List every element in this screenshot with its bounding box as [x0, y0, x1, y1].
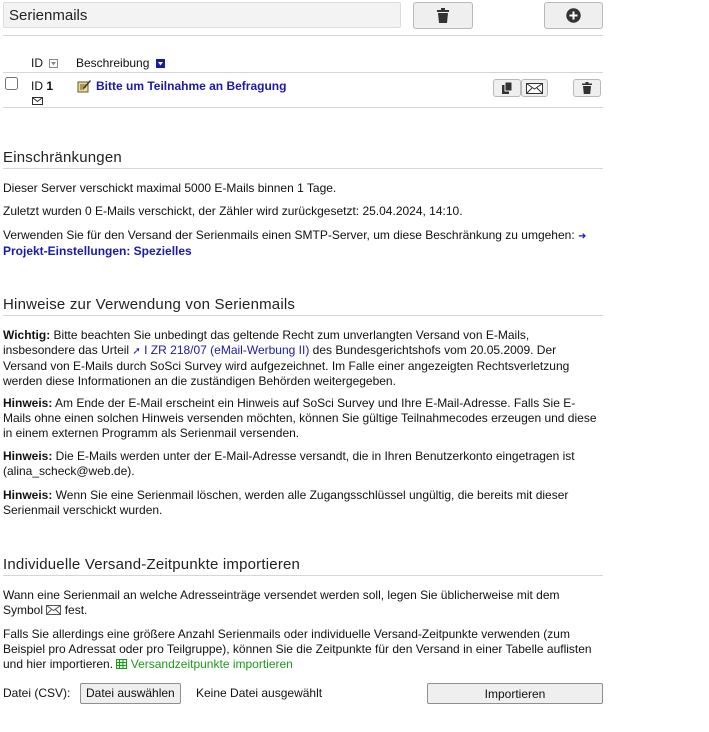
divider [3, 168, 603, 169]
table-import-icon [116, 659, 127, 669]
row-id-value: 1 [46, 79, 54, 93]
note-label: Wichtig: [3, 328, 51, 342]
restrictions-heading: Einschränkungen [3, 149, 122, 166]
restrictions-limit-text: Dieser Server verschickt maximal 5000 E-Mails binnen 1 Tage. [3, 181, 337, 195]
import-details-text: Falls Sie allerdings eine größere Anzahl Serienmails oder individuelle Versand-Zeitpunkte verwenden (zum Beispiel pro Adressat oder pro Teilgruppe), können Sie die Zeitpunkte für den Versand in einer Tabelle auflisten und hier importieren. [3, 627, 592, 671]
row-checkbox[interactable] [5, 77, 18, 90]
restrictions-counter-text: Zuletzt wurden 0 E-Mails verschickt, der Zähler wird zurückgesetzt: 25.04.2024, 14:10. [3, 204, 463, 218]
divider [3, 35, 603, 36]
file-label: Datei (CSV): [3, 686, 71, 700]
note-text: Bitte beachten Sie unbedingt das geltende Recht zum unverlangten Versand von E-Mails, insbesondere das Urteil [3, 328, 530, 357]
delete-button[interactable] [413, 2, 473, 29]
import-button[interactable]: Importieren [427, 683, 603, 704]
row-description-link[interactable]: Bitte um Teilnahme an Befragung [96, 79, 287, 93]
sort-icon[interactable] [49, 59, 58, 68]
note-text: Am Ende der E-Mail erscheint ein Hinweis auf SoSci Survey und Ihre E-Mail-Adresse. Falls Sie E-Mails ohne einen solchen Hinweis versenden möchten, können Sie gültige Teilnahmecodes erzeugen und diese in einem externen Programm als Serienmail versenden. [3, 396, 597, 440]
row-delete-button[interactable] [573, 79, 601, 97]
arrow-link-icon: ➜ [578, 231, 587, 242]
note-text: Die E-Mails werden unter der E-Mail-Adresse versandt, die in Ihren Benutzerkonto eingetragen ist (alina_scheck@web.de). [3, 449, 575, 478]
add-button[interactable] [544, 2, 603, 29]
column-description-label: Beschreibung [76, 56, 150, 70]
divider [3, 315, 603, 316]
note-text: Wenn Sie eine Serienmail löschen, werden alle Zugangsschlüssel ungültig, die bereits mit dieser Serienmail verschickt wurden. [3, 488, 569, 517]
plus-circle-icon [566, 8, 581, 23]
table-bottom-divider [3, 107, 603, 108]
import-intro-text-end: fest. [64, 603, 88, 617]
external-link-icon: ➚ [132, 346, 141, 357]
file-select-button[interactable]: Datei auswählen [80, 683, 181, 704]
envelope-icon [526, 83, 543, 94]
import-times-link[interactable]: Versandzeitpunkte importieren [130, 657, 293, 671]
import-details [3, 627, 601, 672]
table-header-divider [3, 72, 603, 73]
file-status: Keine Datei ausgewählt [196, 686, 323, 700]
envelope-small-icon [32, 97, 43, 105]
restrictions-smtp-text [3, 228, 601, 259]
envelope-icon [46, 605, 61, 615]
import-intro-text: Wann eine Serienmail an welche Adresseinträge versendet werden soll, legen Sie üblicherweise mit dem Symbol [3, 588, 560, 617]
copy-button[interactable] [493, 79, 521, 97]
note-label: Hinweis: [3, 449, 53, 463]
smtp-text: Verwenden Sie für den Versand der Serienmails einen SMTP-Server, um diese Beschränkung zu umgehen: [3, 228, 575, 242]
send-mail-button[interactable] [521, 79, 548, 97]
note-important [3, 328, 601, 389]
settings-link[interactable]: Projekt-Einstellungen: Spezielles [3, 244, 192, 258]
page-title: Serienmails [3, 2, 401, 28]
sort-active-icon[interactable] [156, 59, 165, 68]
column-id-header[interactable] [31, 56, 58, 70]
notes-heading: Hinweise zur Verwendung von Serienmails [3, 296, 296, 313]
trash-icon [436, 8, 450, 23]
mail-edit-icon [77, 79, 91, 93]
table-row [0, 74, 605, 106]
column-description-header[interactable] [76, 56, 165, 70]
note-delete-warning [3, 488, 601, 518]
row-id [31, 79, 53, 93]
import-heading: Individuelle Versand-Zeitpunkte importieren [3, 556, 301, 573]
note-label: Hinweis: [3, 488, 53, 502]
column-id-label: ID [31, 56, 43, 70]
note-sender-address [3, 449, 601, 479]
divider [3, 575, 603, 576]
trash-icon [582, 82, 592, 94]
copy-icon [501, 82, 513, 94]
import-intro [3, 588, 601, 618]
note-label: Hinweis: [3, 396, 53, 410]
row-id-label: ID [31, 79, 43, 93]
note-footer-info [3, 396, 601, 441]
note-text: des Bundesgerichtshofs vom 20.05.2009. Der Versand von E-Mails durch SoSci Survey wird aufgezeichnet. Im Falle einer angezeigten Rechtsverletzung werden diese Informationen an die zuständigen Behörden weitergegeben. [3, 343, 570, 388]
court-ruling-link[interactable]: I ZR 218/07 (eMail-Werbung II) [144, 343, 310, 357]
